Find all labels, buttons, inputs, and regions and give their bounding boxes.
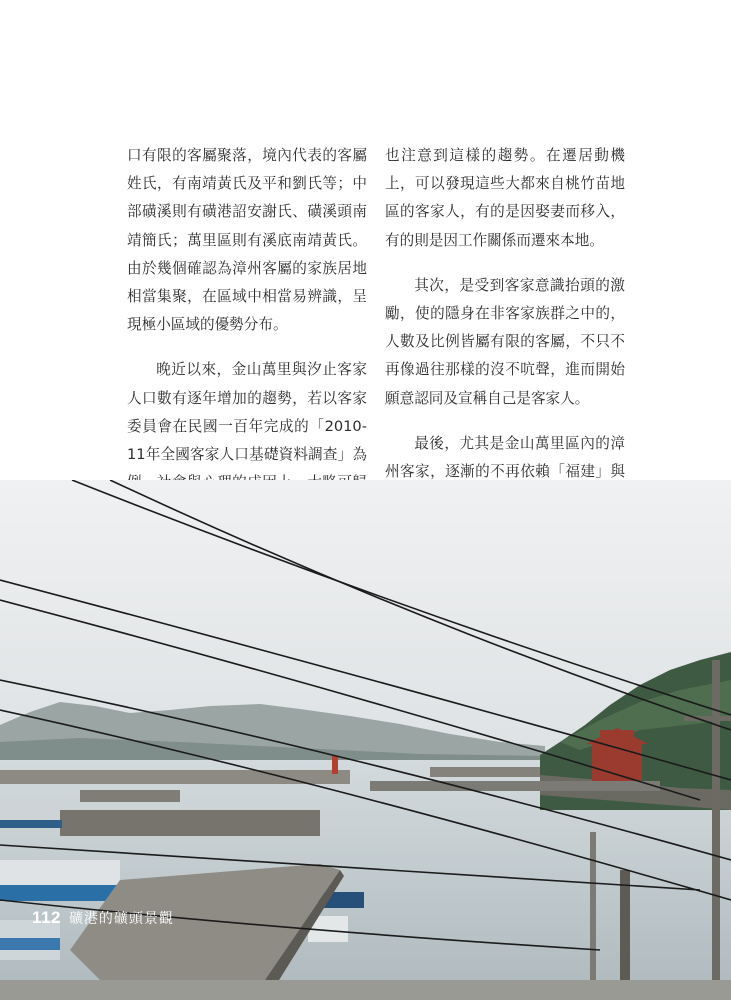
paragraph: 口有限的客屬聚落，境內代表的客屬姓氏，有南靖黃氏及平和劉氏等；中部磺溪則有磺港詔安謝氏、磺溪頭南靖簡氏；萬里區則有溪底南靖黃氏。由於幾個確認為漳州客屬的家族居地相當集聚，在區域中相當易辨識，呈現極小區域的優勢分布。: [127, 147, 367, 334]
breakwater: [370, 781, 660, 791]
paragraph: 其次，是受到客家意識抬頭的激勵，使的隱身在非客家族群之中的，人數及比例皆屬有限的客屬，不只不再像過往那樣的沒不吭聲，進而開始願意認同及宣稱自己是客家人。: [385, 276, 625, 407]
page-footer: [32, 908, 174, 928]
paragraph: 晚近以來，金山萬里與汐止客家人口數有逐年增加的趨勢，若以客家委員會在民國一百年完成的「2010-11年全國客家人口基礎資料調查」為: [127, 361, 367, 464]
text-area: [0, 0, 731, 480]
paragraph: 最後，尤其是金山萬里區內的漳州客家，逐漸的不再依賴「福建」與: [385, 434, 625, 481]
paragraph: 也注意到這樣的趨勢。在遷居動機上，可以發現這些大都來自桃竹苗地區的客家人，有的是因娶妻而移入，有的則是因工作關係而遷來本地。: [385, 147, 625, 249]
running-title: 礦港的礦頭景觀: [68, 911, 174, 927]
page-number: 112: [32, 908, 61, 927]
